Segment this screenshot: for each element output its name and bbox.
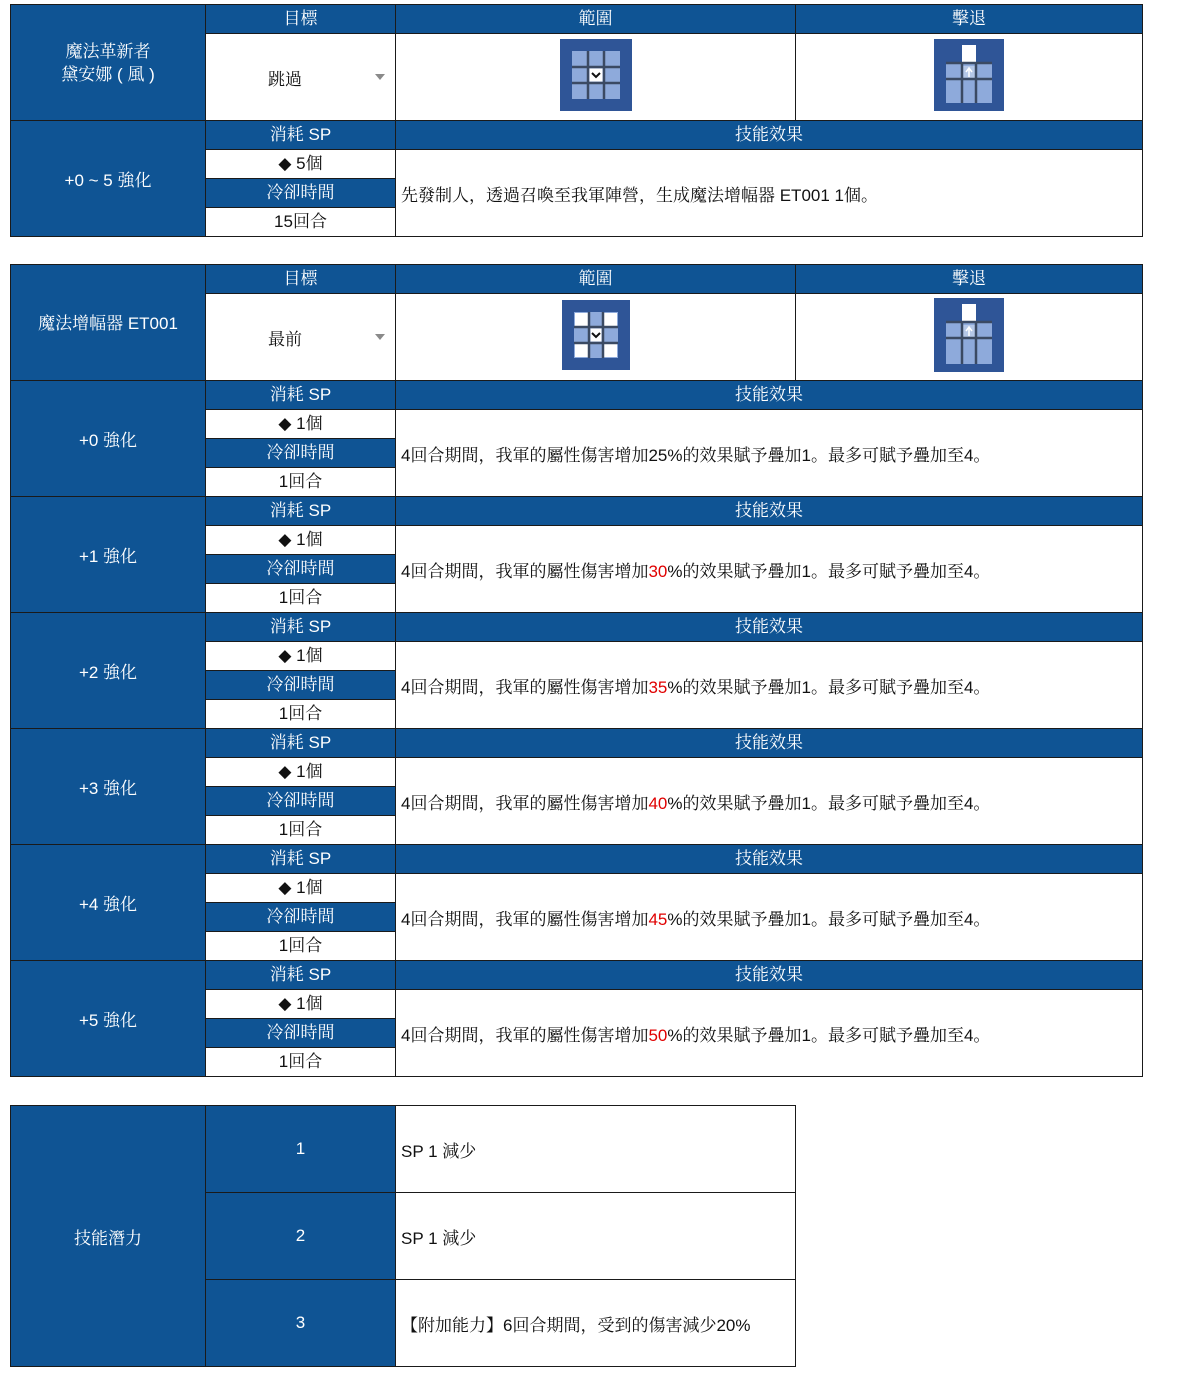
target-header: 目標 — [206, 5, 396, 34]
skill-name-cell — [11, 265, 206, 381]
potential-num: 3 — [206, 1280, 396, 1367]
effect-header: 技能效果 — [396, 845, 1143, 874]
effect-pre: 4回合期間，我軍的屬性傷害增加 — [401, 909, 649, 929]
sp-cost-header: 消耗 SP — [206, 613, 396, 642]
potential-text: SP 1 減少 — [396, 1106, 796, 1193]
skill-potential-table — [10, 1105, 796, 1367]
target-header: 目標 — [206, 265, 396, 294]
effect-percent: 40 — [648, 793, 668, 813]
knockback-cell — [796, 34, 1143, 121]
range-cell — [396, 294, 796, 381]
cooldown-value: 1回合 — [206, 932, 396, 961]
target-select[interactable] — [206, 34, 396, 121]
level-label: +0 強化 — [11, 381, 206, 497]
sp-cost-value: ◆ 1個 — [206, 526, 396, 555]
effect-post: %的效果賦予疊加1。最多可賦予疊加至4。 — [667, 561, 991, 581]
sp-cost-header: 消耗 SP — [206, 845, 396, 874]
sp-cost-value: ◆ 1個 — [206, 410, 396, 439]
target-select[interactable] — [206, 294, 396, 381]
target-value: 最前 — [268, 330, 302, 349]
target-value: 跳過 — [268, 70, 302, 89]
skill-name-cell — [11, 5, 206, 121]
skill-name: 魔法增幅器 ET001 — [38, 314, 178, 333]
dropdown-caret-icon[interactable] — [375, 74, 385, 80]
level-label: +2 強化 — [11, 613, 206, 729]
effect-text — [396, 874, 1143, 961]
level-label: +0 ~ 5 強化 — [11, 121, 206, 237]
cooldown-header: 冷卻時間 — [206, 903, 396, 932]
effect-pre: 4回合期間，我軍的屬性傷害增加 — [401, 677, 649, 697]
effect-header: 技能效果 — [396, 613, 1143, 642]
effect-header: 技能效果 — [396, 961, 1143, 990]
range-grid-center-icon — [560, 39, 632, 116]
range-header: 範圍 — [396, 265, 796, 294]
effect-header: 技能效果 — [396, 381, 1143, 410]
skill-name-line1: 魔法革新者 — [65, 41, 151, 61]
level-label: +4 強化 — [11, 845, 206, 961]
cooldown-value: 1回合 — [206, 584, 396, 613]
range-grid-cross-icon — [562, 300, 630, 375]
cooldown-header: 冷卻時間 — [206, 179, 396, 208]
effect-post: %的效果賦予疊加1。最多可賦予疊加至4。 — [667, 445, 991, 465]
potential-num: 2 — [206, 1193, 396, 1280]
effect-pre: 4回合期間，我軍的屬性傷害增加 — [401, 561, 649, 581]
sp-cost-header: 消耗 SP — [206, 121, 396, 150]
dropdown-caret-icon[interactable] — [375, 334, 385, 340]
sp-cost-value: ◆ 5個 — [206, 150, 396, 179]
level-label: +5 強化 — [11, 961, 206, 1077]
effect-text — [396, 642, 1143, 729]
effect-percent: 35 — [648, 677, 668, 697]
sp-cost-value: ◆ 1個 — [206, 990, 396, 1019]
effect-header: 技能效果 — [396, 121, 1143, 150]
sp-cost-value: ◆ 1個 — [206, 874, 396, 903]
sp-cost-value: ◆ 1個 — [206, 758, 396, 787]
knockback-header: 擊退 — [796, 265, 1143, 294]
potential-text: SP 1 減少 — [396, 1193, 796, 1280]
level-label: +1 強化 — [11, 497, 206, 613]
knockback-cell — [796, 294, 1143, 381]
level-label: +3 強化 — [11, 729, 206, 845]
cooldown-value: 15回合 — [206, 208, 396, 237]
cooldown-header: 冷卻時間 — [206, 671, 396, 700]
effect-post: %的效果賦予疊加1。最多可賦予疊加至4。 — [667, 677, 991, 697]
potential-text: 【附加能力】6回合期間，受到的傷害減少20% — [396, 1280, 796, 1367]
knockback-up-icon — [934, 298, 1004, 377]
cooldown-value: 1回合 — [206, 700, 396, 729]
skill-name-line2: 黛安娜 ( 風 ) — [61, 64, 155, 84]
cooldown-header: 冷卻時間 — [206, 555, 396, 584]
skill1-table — [10, 4, 1143, 237]
range-header: 範圍 — [396, 5, 796, 34]
effect-percent: 45 — [648, 909, 668, 929]
effect-percent: 25 — [648, 445, 668, 465]
effect-text: 先發制人，透過召喚至我軍陣營，生成魔法增幅器 ET001 1個。 — [396, 150, 1143, 237]
effect-text — [396, 526, 1143, 613]
effect-header: 技能效果 — [396, 497, 1143, 526]
sp-cost-value: ◆ 1個 — [206, 642, 396, 671]
effect-text — [396, 990, 1143, 1077]
potential-label: 技能潛力 — [11, 1106, 206, 1367]
sp-cost-header: 消耗 SP — [206, 729, 396, 758]
sp-cost-header: 消耗 SP — [206, 497, 396, 526]
effect-percent: 30 — [648, 561, 668, 581]
sp-cost-header: 消耗 SP — [206, 961, 396, 990]
effect-text — [396, 410, 1143, 497]
cooldown-value: 1回合 — [206, 816, 396, 845]
knockback-header: 擊退 — [796, 5, 1143, 34]
effect-pre: 4回合期間，我軍的屬性傷害增加 — [401, 793, 649, 813]
effect-pre: 4回合期間，我軍的屬性傷害增加 — [401, 445, 649, 465]
knockback-up-icon — [934, 39, 1004, 116]
effect-percent: 50 — [648, 1025, 668, 1045]
cooldown-header: 冷卻時間 — [206, 787, 396, 816]
cooldown-header: 冷卻時間 — [206, 439, 396, 468]
range-cell — [396, 34, 796, 121]
sp-cost-header: 消耗 SP — [206, 381, 396, 410]
cooldown-value: 1回合 — [206, 1048, 396, 1077]
effect-post: %的效果賦予疊加1。最多可賦予疊加至4。 — [667, 909, 991, 929]
cooldown-header: 冷卻時間 — [206, 1019, 396, 1048]
effect-header: 技能效果 — [396, 729, 1143, 758]
potential-num: 1 — [206, 1106, 396, 1193]
skill2-table — [10, 264, 1143, 1077]
effect-pre: 4回合期間，我軍的屬性傷害增加 — [401, 1025, 649, 1045]
effect-post: %的效果賦予疊加1。最多可賦予疊加至4。 — [667, 1025, 991, 1045]
cooldown-value: 1回合 — [206, 468, 396, 497]
effect-text — [396, 758, 1143, 845]
effect-post: %的效果賦予疊加1。最多可賦予疊加至4。 — [667, 793, 991, 813]
